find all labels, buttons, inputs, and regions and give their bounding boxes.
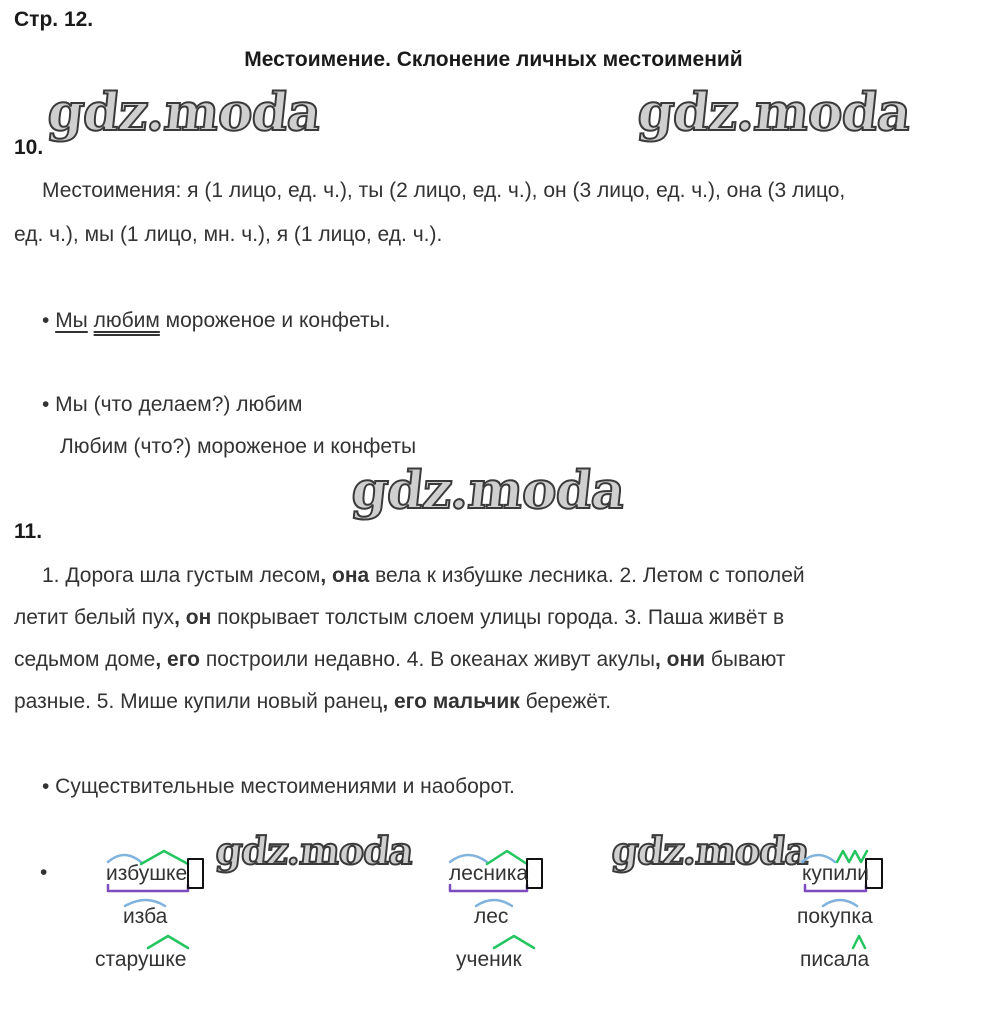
ex10-paragraph-line2: ед. ч.), мы (1 лицо, мн. ч.), я (1 лицо, ед. ч.).	[14, 223, 443, 246]
ex10-bullet-2-line1: • Мы (что делаем?) любим	[42, 393, 303, 416]
suffix-mark	[853, 936, 865, 948]
word-uchenik: ученик	[456, 948, 522, 971]
ex10-bullet-1: • Мы любим мороженое и конфеты.	[42, 309, 391, 332]
word-izba: изба	[123, 905, 168, 928]
exercise-10-number: 10.	[14, 136, 44, 159]
ex11-bullet-1: • Существительные местоимениями и наоборот.	[42, 775, 515, 798]
bold-pronoun: , он	[174, 606, 212, 629]
ex10-bullet-2-line2: Любим (что?) мороженое и конфеты	[60, 435, 417, 458]
text-segment: летит белый пух	[14, 606, 175, 629]
page-title: Местоимение. Склонение личных местоимений	[244, 48, 743, 71]
text-segment: разные. 5. Мише купили новый ранец	[14, 690, 383, 713]
bold-pronoun: , она	[320, 564, 370, 587]
root-arc-mark	[802, 855, 835, 862]
ex11-bullet-2: •	[40, 861, 48, 884]
word-izbushke: избушке	[106, 862, 188, 885]
text-segment: построили недавно. 4. В океанах живут акулы	[200, 648, 655, 671]
watermark: gdz.moda	[44, 82, 324, 143]
ending-box-mark	[527, 859, 542, 888]
predicate-word: любим	[93, 309, 160, 332]
word-pokupka: покупка	[797, 905, 873, 928]
suffix-mark	[837, 851, 867, 862]
text-segment: бывают	[705, 648, 786, 671]
bold-pronoun: , его мальчик	[382, 690, 520, 713]
suffix-mark	[494, 936, 534, 948]
text-segment: седьмом доме	[14, 648, 156, 671]
bold-pronoun: , его	[155, 648, 201, 671]
word-starushke: старушке	[95, 948, 187, 971]
bold-pronoun: , они	[654, 648, 706, 671]
bullet-1-rest: мороженое и конфеты.	[159, 309, 391, 332]
text-segment: 1. Дорога шла густым лесом	[42, 564, 321, 587]
watermark: gdz.moda	[213, 828, 416, 873]
text-segment: бережёт.	[519, 690, 612, 713]
suffix-mark	[148, 936, 188, 948]
word-les: лес	[474, 905, 509, 928]
word-lesnika: лесника	[449, 862, 529, 885]
text-segment: вела к избушке лесника. 2. Летом с тополей	[369, 564, 805, 587]
watermark: gdz.moda	[348, 460, 628, 521]
page-number: Стр. 12.	[14, 8, 94, 31]
watermark: gdz.moda	[634, 82, 914, 143]
word-pisala: писала	[800, 948, 870, 971]
ending-box-mark	[188, 859, 203, 888]
watermark: gdz.moda	[609, 828, 812, 873]
subject-word: Мы	[55, 309, 88, 332]
word-kupili: купили	[802, 862, 870, 885]
text-segment: покрывает толстым слоем улицы города. 3. Паша живёт в	[211, 606, 785, 629]
root-arc-mark	[450, 855, 487, 862]
exercise-11-number: 11.	[14, 520, 43, 543]
root-arc-mark	[108, 855, 141, 862]
ex10-paragraph-line1: Местоимения: я (1 лицо, ед. ч.), ты (2 лицо, ед. ч.), он (3 лицо, ед. ч.), она (3 лицо,	[42, 179, 846, 202]
